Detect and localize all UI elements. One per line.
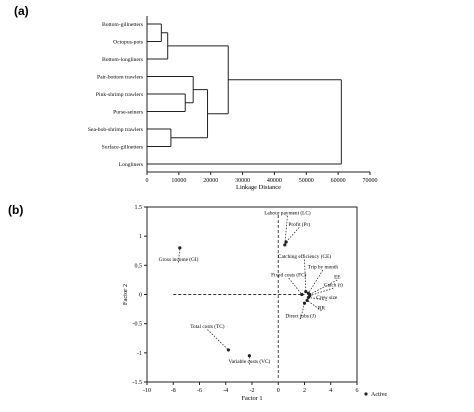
x-tick-label: 50000 — [298, 178, 314, 184]
legend-marker — [364, 392, 367, 395]
y-tick-label: 0 — [139, 292, 142, 299]
point-label: Profit (Pr) — [288, 221, 311, 228]
point-label: Trip by month — [307, 264, 339, 271]
data-point — [285, 240, 288, 243]
label-leader-line — [289, 278, 302, 294]
panel-b-label: (b) — [8, 203, 24, 217]
label-leader-line — [207, 330, 228, 350]
x-tick-label: 0 — [276, 388, 280, 394]
y-tick-label: -1 — [137, 350, 142, 357]
leaf-label: Sea-bob-shrimp trawlers — [87, 127, 143, 133]
leaf-label: Surface-gillnetters — [101, 144, 143, 151]
leaf-label: Longliners — [118, 162, 143, 168]
x-tick-label: -6 — [197, 388, 202, 394]
x-tick-label: 4 — [329, 388, 333, 394]
data-point — [300, 293, 303, 296]
point-label: Crew size — [316, 294, 338, 301]
factor-scatter-chart — [122, 205, 387, 402]
x-tick-label: 0 — [145, 178, 149, 184]
point-label: Gross income (GI) — [158, 256, 199, 263]
y-tick-label: 0.5 — [134, 263, 142, 270]
x-tick-label: 30000 — [235, 178, 251, 184]
data-point — [248, 354, 251, 357]
point-label: Labour payment (LC) — [264, 210, 311, 217]
x-tick-label: 60000 — [330, 178, 346, 184]
leaf-label: Pair-bottom trawlers — [96, 74, 143, 81]
point-label: Direct jobs (J) — [285, 313, 316, 320]
data-point — [227, 348, 230, 351]
leaf-label: Bottom-gillnetters — [101, 22, 143, 28]
point-label: Fixed costs (FC) — [271, 272, 307, 279]
x-tick-label: -4 — [223, 388, 229, 394]
x-tick-label: -2 — [249, 388, 255, 394]
leaf-label: Octopus-pots — [113, 39, 143, 46]
leaf-label: Pink-shrimp trawlers — [95, 92, 143, 98]
x-tick-label: 6 — [355, 388, 359, 394]
data-point — [303, 302, 306, 305]
legend-label: Active — [371, 392, 387, 398]
x-tick-label: 10000 — [171, 178, 187, 184]
y-tick-label: 1.5 — [134, 205, 142, 211]
x-tick-label: 40000 — [266, 178, 282, 184]
point-label: Variable costs (VC) — [228, 359, 271, 365]
data-point — [307, 296, 310, 299]
y-tick-label: 1 — [139, 234, 142, 241]
point-label: EE — [334, 274, 341, 281]
label-leader-line — [308, 270, 322, 293]
point-label: Catch (t) — [324, 282, 343, 289]
x-tick-label: -10 — [143, 388, 151, 394]
point-label: RR — [318, 305, 326, 312]
leaf-label: Purse-seiners — [113, 109, 143, 116]
x-tick-label: -8 — [170, 388, 176, 394]
data-point — [283, 243, 286, 246]
x-tick-label: 2 — [303, 388, 306, 394]
data-point — [304, 290, 307, 293]
dendrogram-chart — [88, 16, 378, 191]
point-label: Total costs (TC) — [190, 324, 225, 330]
label-leader-line — [286, 227, 299, 242]
x-axis-title: Linkage Distance — [236, 184, 281, 191]
x-tick-label: 70000 — [362, 178, 378, 184]
y-tick-label: -1.5 — [132, 380, 142, 386]
data-point — [178, 246, 181, 249]
y-axis-title: Factor 2 — [122, 283, 129, 306]
leaf-label: Bottom-longliners — [101, 57, 143, 63]
data-point — [306, 299, 309, 302]
panel-a-label: (a) — [14, 4, 29, 18]
y-tick-label: -0.5 — [132, 321, 142, 328]
x-axis-title: Factor 1 — [241, 395, 263, 402]
x-tick-label: 20000 — [203, 178, 219, 184]
point-label: Catching efficiency (CE) — [277, 254, 332, 260]
